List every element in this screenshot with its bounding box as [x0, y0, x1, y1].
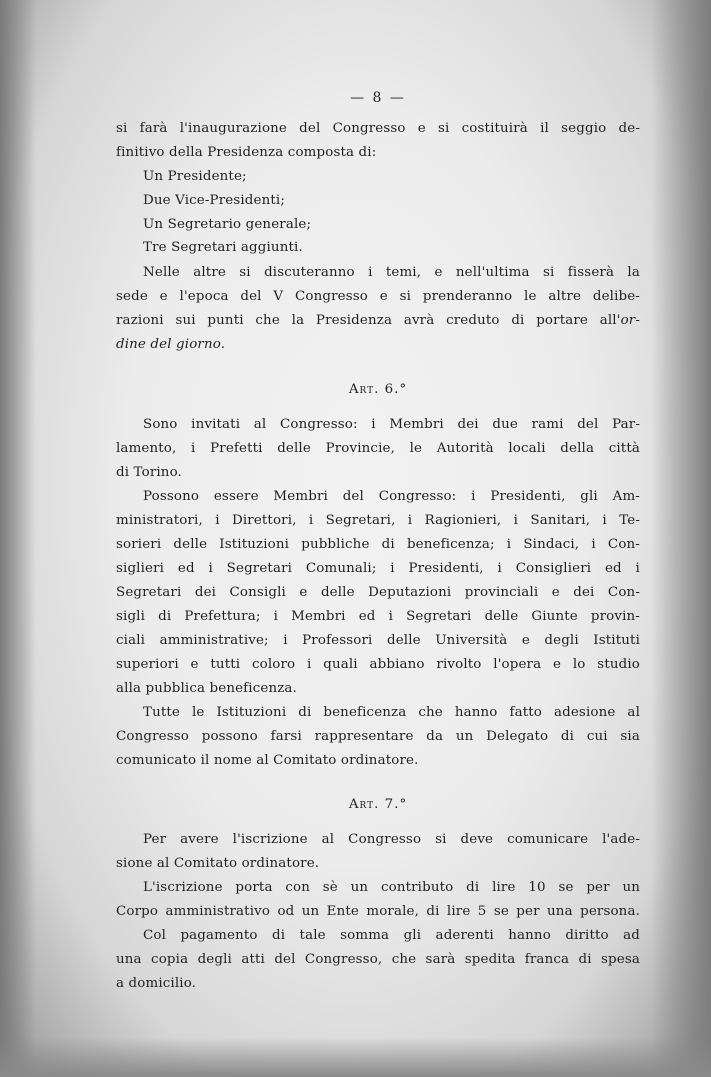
text-line: sigli di Prefettura; i Membri ed i Segretari delle Giunte provin-	[116, 609, 640, 624]
text-line: L'iscrizione porta con sè un contributo di lire 10 se per un	[143, 880, 640, 895]
list-item: Un Segretario generale;	[143, 217, 312, 232]
list-item: Un Presidente;	[143, 169, 247, 184]
text-line: Segretari dei Consigli e delle Deputazioni provinciali e dei Con-	[116, 585, 640, 600]
text-line: sione al Comitato ordinatore.	[116, 856, 320, 871]
text-line: Tutte le Istituzioni di beneficenza che hanno fatto adesione al	[143, 705, 640, 720]
text-line: Per avere l'iscrizione al Congresso si deve comunicare l'ade-	[143, 832, 640, 847]
text-line: superiori e tutti coloro i quali abbiano rivolto l'opera e lo studio	[116, 657, 640, 672]
text-line: ministratori, i Direttori, i Segretari, i Ragionieri, i Sanitari, i Te-	[116, 513, 640, 528]
text-line: a domicilio.	[116, 976, 197, 991]
page-edge-shadow-left	[0, 0, 36, 1077]
article-6-heading: Art. 6.°	[348, 382, 408, 397]
text-line: sorieri delle Istituzioni pubbliche di beneficenza; i Sindaci, i Con-	[116, 537, 640, 552]
text-line: una copia degli atti del Congresso, che sarà spedita franca di spesa	[116, 952, 640, 967]
text-line: sede e l'epoca del V Congresso e si prenderanno le altre delibe-	[116, 289, 640, 304]
text-line: finitivo della Presidenza composta di:	[116, 145, 377, 160]
page-edge-shadow-right	[651, 0, 711, 1077]
text-line: Nelle altre si discuteranno i temi, e nell'ultima si fisserà la	[143, 265, 640, 280]
page-number: — 8 —	[350, 90, 406, 106]
text-line: di Torino.	[116, 465, 182, 480]
text-line: si farà l'inaugurazione del Congresso e si costituirà il seggio de-	[116, 121, 640, 136]
italic-text: or-	[620, 313, 640, 328]
list-item: Due Vice-Presidenti;	[143, 193, 285, 208]
text-line: Sono invitati al Congresso: i Membri dei due rami del Par-	[143, 417, 640, 432]
text-line: Possono essere Membri del Congresso: i Presidenti, gli Am-	[143, 489, 640, 504]
italic-text: dine del giorno.	[116, 337, 226, 352]
article-7-heading: Art. 7.°	[348, 797, 408, 812]
text-line: Col pagamento di tale somma gli aderenti hanno diritto ad	[143, 928, 640, 943]
text-line: alla pubblica beneficenza.	[116, 681, 297, 696]
list-item: Tre Segretari aggiunti.	[143, 240, 303, 255]
text-span: razioni sui punti che la Presidenza avrà creduto di portare all'	[116, 313, 621, 328]
text-line: Congresso possono farsi rappresentare da un Delegato di cui sia	[116, 729, 640, 744]
text-line: siglieri ed i Segretari Comunali; i Presidenti, i Consiglieri ed i	[116, 561, 640, 576]
text-line	[116, 333, 640, 357]
text-line: lamento, i Prefetti delle Provincie, le Autorità locali della città	[116, 441, 640, 456]
text-line: comunicato il nome al Comitato ordinatore.	[116, 753, 419, 768]
text-line	[116, 309, 640, 333]
text-line: ciali amministrative; i Professori delle Università e degli Istituti	[116, 633, 640, 648]
text-line: Corpo amministrativo od un Ente morale, di lire 5 se per una persona.	[116, 904, 640, 919]
page-edge-shadow-bottom	[0, 1037, 711, 1077]
